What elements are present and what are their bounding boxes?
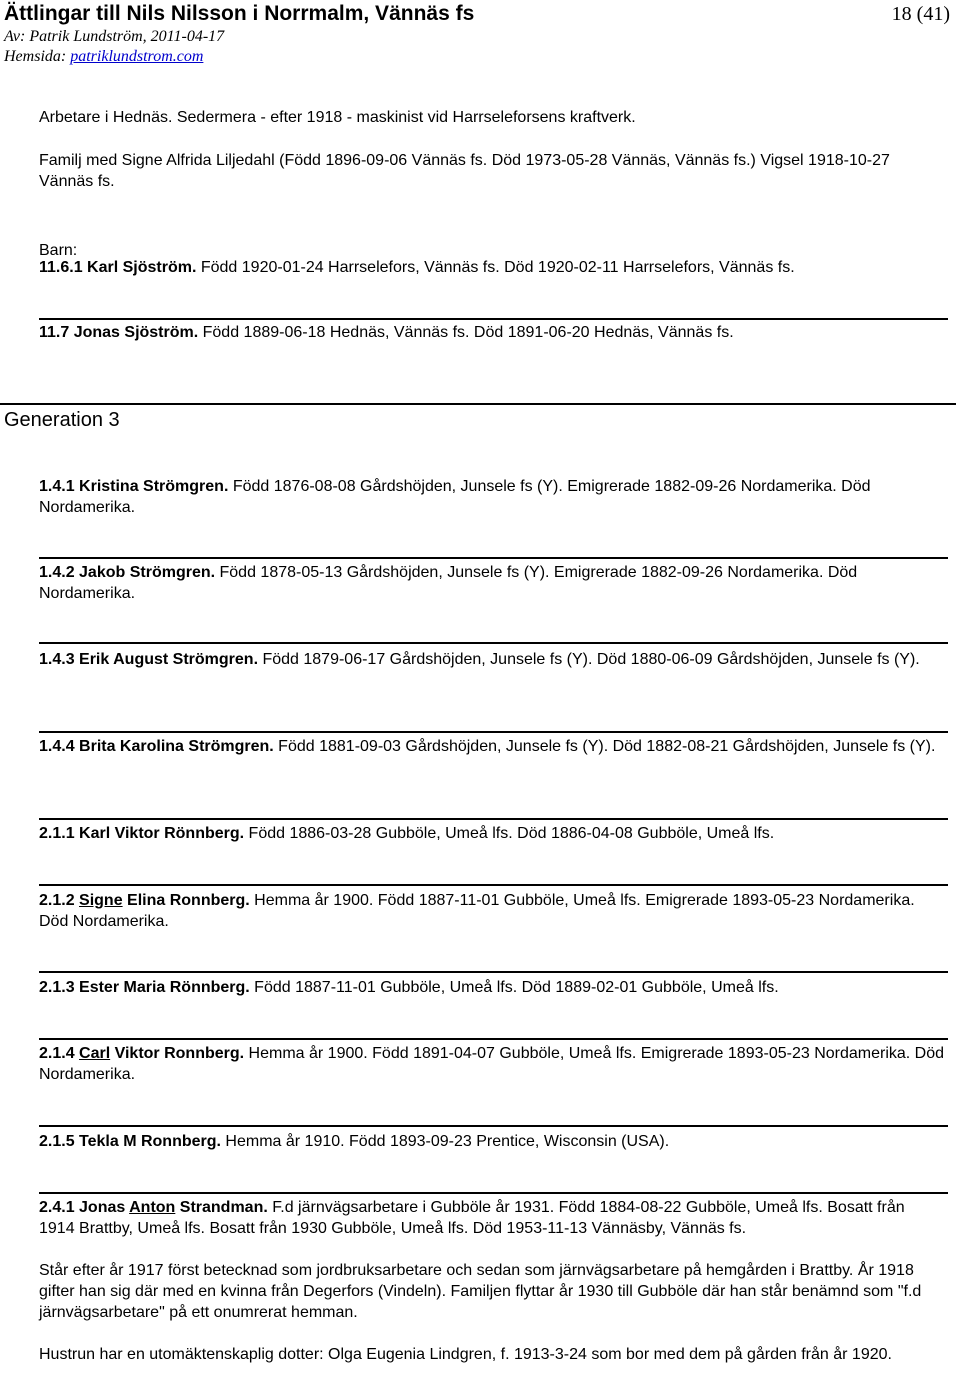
- person-entry: [39, 1197, 944, 1239]
- person-entry: [39, 562, 944, 604]
- person-name: 2.4.1 Jonas Anton Strandman.: [39, 1199, 268, 1216]
- author-label: Av:: [4, 28, 26, 45]
- person-entry: [39, 977, 944, 998]
- child-details: Född 1920-01-24 Harrselefors, Vännäs fs. Död 1920-02-11 Harrselefors, Vännäs fs.: [196, 259, 795, 276]
- entry-divider: [39, 642, 948, 644]
- person-details: F.d järnvägsarbetare i Gubböle år 1931. Född 1884-08-22 Gubböle, Umeå lfs. Bosatt från 1914 Brattby, Umeå lfs. Bosatt från 1930 Gubböle, Umeå lfs. Död 1953-11-13 Vännäsby, Vännäs fs.: [39, 1199, 905, 1237]
- person-name: 2.1.1 Karl Viktor Rönnberg.: [39, 825, 245, 842]
- note-paragraph: Hustrun har en utomäktenskaplig dotter: Olga Eugenia Lindgren, f. 1913-3-24 som bor med dem på gården från år 1920.: [39, 1346, 892, 1363]
- person-name: 2.1.3 Ester Maria Rönnberg.: [39, 979, 250, 996]
- child-name: 11.6.1 Karl Sjöström.: [39, 259, 197, 276]
- child-entry: [39, 257, 944, 278]
- page-number: 18 (41): [891, 3, 950, 25]
- person-details: Hemma år 1900. Född 1891-04-07 Gubböle, Umeå lfs. Emigrerade 1893-05-23 Nordamerika. Död Nordamerika.: [39, 1045, 945, 1083]
- person-entry: [39, 1131, 944, 1152]
- person-name: 1.4.3 Erik August Strömgren.: [39, 651, 259, 668]
- generation-divider: [0, 403, 956, 405]
- person-name: 2.1.5 Tekla M Ronnberg.: [39, 1133, 221, 1150]
- entry-divider: [39, 1038, 948, 1040]
- entry-divider: [39, 1125, 948, 1127]
- children-label: Barn:: [39, 242, 78, 259]
- person-name: 1.4.4 Brita Karolina Strömgren.: [39, 738, 274, 755]
- entry-divider: [39, 971, 948, 973]
- homepage-label: Hemsida:: [4, 48, 67, 65]
- person-details: Född 1887-11-01 Gubböle, Umeå lfs. Död 1889-02-01 Gubböle, Umeå lfs.: [249, 979, 779, 996]
- person-details: Hemma år 1900. Född 1887-11-01 Gubböle, Umeå lfs. Emigrerade 1893-05-23 Nordamerika. Död Nordamerika.: [39, 892, 915, 930]
- entry-divider: [39, 884, 948, 886]
- entry-divider: [39, 557, 948, 559]
- person-entry: [39, 823, 944, 844]
- person-details: Född 1889-06-18 Hednäs, Vännäs fs. Död 1891-06-20 Hednäs, Vännäs fs.: [198, 324, 734, 341]
- person-details: Hemma år 1910. Född 1893-09-23 Prentice, Wisconsin (USA).: [220, 1133, 670, 1150]
- person-entry: [39, 1043, 944, 1085]
- person-name: 11.7 Jonas Sjöström.: [39, 324, 199, 341]
- person-details: Född 1876-08-08 Gårdshöjden, Junsele fs (Y). Emigrerade 1882-09-26 Nordamerika. Död Nordamerika.: [39, 478, 871, 516]
- family-text: Familj med Signe Alfrida Liljedahl (Född 1896-09-06 Vännäs fs. Död 1973-05-28 Vännäs, Vännäs fs.) Vigsel 1918-10-27 Vännäs fs.: [39, 152, 890, 190]
- author-value: Patrik Lundström, 2011-04-17: [29, 28, 225, 45]
- homepage-link[interactable]: patriklundstrom.com: [70, 48, 204, 65]
- entry-divider: [39, 818, 948, 820]
- person-name: 2.1.2 Signe Elina Ronnberg.: [39, 892, 250, 909]
- person-entry: [39, 476, 944, 518]
- person-entry: [39, 649, 944, 670]
- author-line: [4, 28, 224, 46]
- person-name: 2.1.4 Carl Viktor Ronnberg.: [39, 1045, 245, 1062]
- person-entry: [39, 322, 944, 343]
- entry-divider: [39, 318, 948, 320]
- person-details: Född 1881-09-03 Gårdshöjden, Junsele fs (Y). Död 1882-08-21 Gårdshöjden, Junsele fs (Y).: [273, 738, 936, 755]
- note-paragraph: Står efter år 1917 först betecknad som jordbruksarbetare och sedan som järnvägsarbetare på hemgården i Brattby. År 1918 gifter han sig där med en kvinna från Degerfors (Vindeln). Familjen flyttar år 1930 till Gubböle där han står benämnd som "f.d järnvägsarbetare" på ett onumrerat hemman.: [39, 1262, 922, 1321]
- person-details: Född 1886-03-28 Gubböle, Umeå lfs. Död 1886-04-08 Gubböle, Umeå lfs.: [244, 825, 775, 842]
- generation-heading: Generation 3: [4, 409, 120, 431]
- person-entry: [39, 736, 944, 757]
- occupation-text: Arbetare i Hednäs. Sedermera - efter 1918 - maskinist vid Harrseleforsens kraftverk.: [39, 109, 636, 126]
- person-details: Född 1879-06-17 Gårdshöjden, Junsele fs (Y). Död 1880-06-09 Gårdshöjden, Junsele fs (Y).: [258, 651, 920, 668]
- person-details: Född 1878-05-13 Gårdshöjden, Junsele fs (Y). Emigrerade 1882-09-26 Nordamerika. Död Nordamerika.: [39, 564, 858, 602]
- entry-divider: [39, 731, 948, 733]
- person-entry: [39, 890, 944, 932]
- person-name: 1.4.1 Kristina Strömgren.: [39, 478, 229, 495]
- entry-divider: [39, 1192, 948, 1194]
- person-name: 1.4.2 Jakob Strömgren.: [39, 564, 216, 581]
- document-title: Ättlingar till Nils Nilsson i Norrmalm, Vännäs fs: [4, 2, 475, 25]
- homepage-line: [4, 48, 203, 66]
